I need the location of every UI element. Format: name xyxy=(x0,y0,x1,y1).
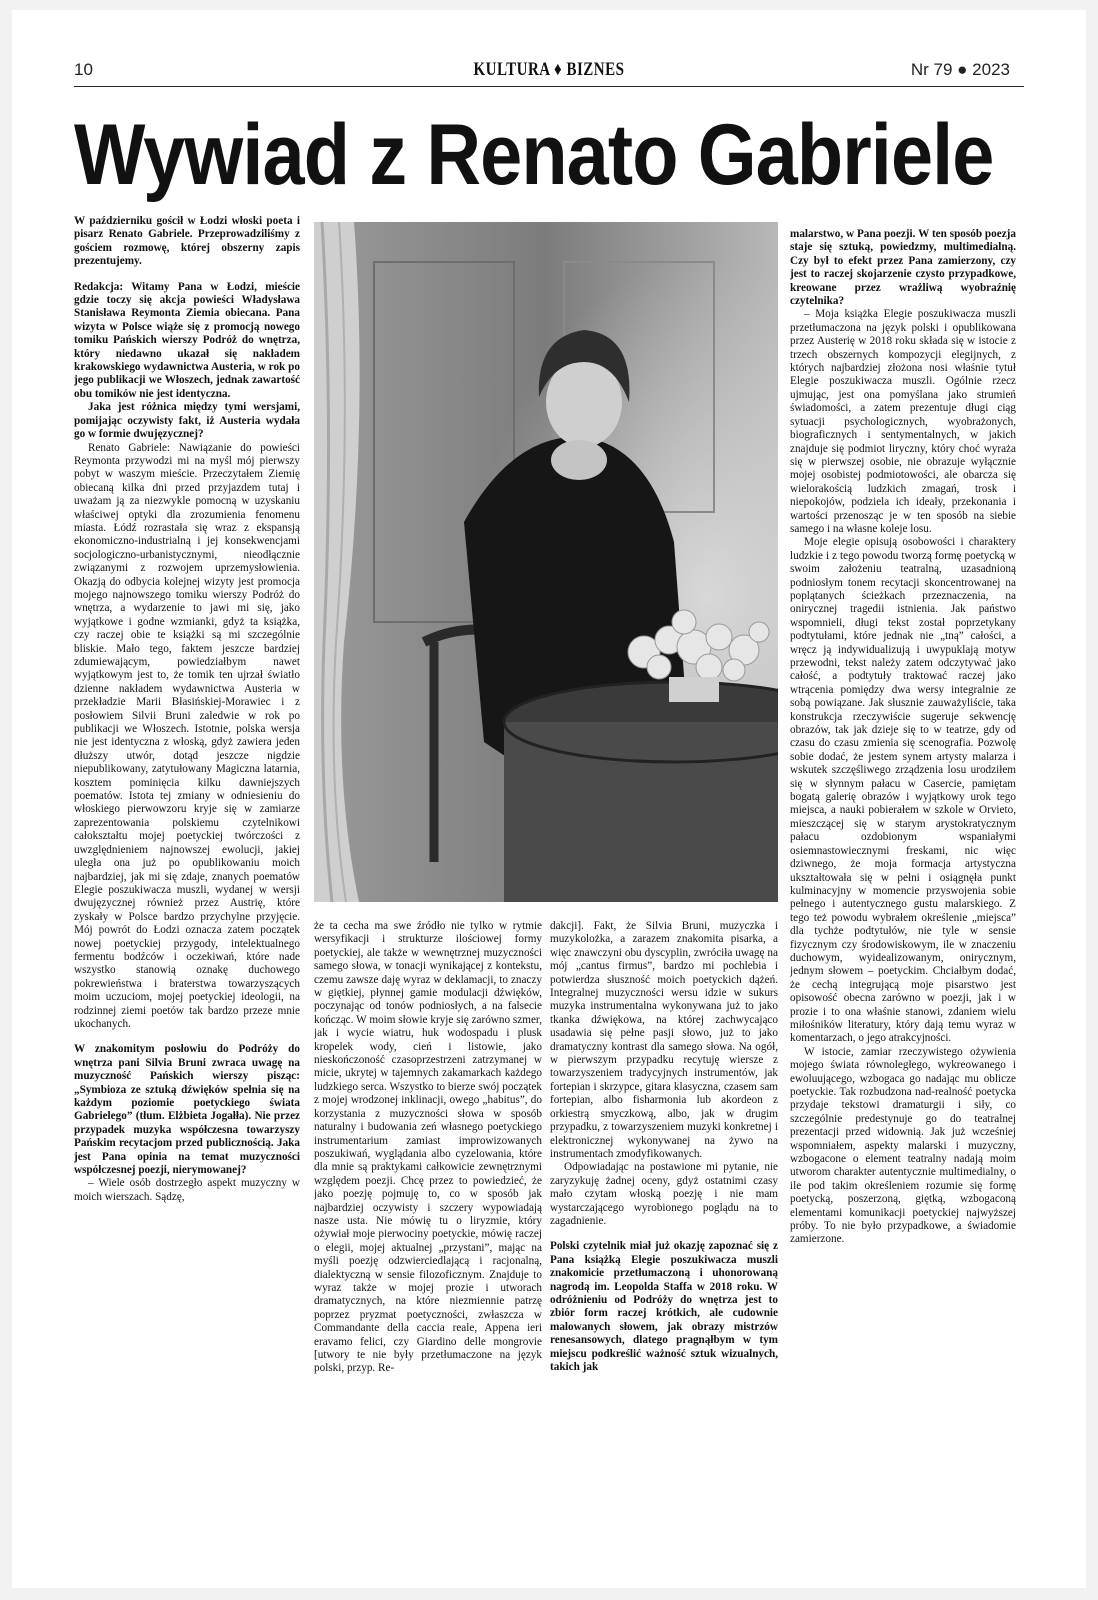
article-column-3 xyxy=(550,920,778,1525)
answer-2-start: – Wiele osób dostrzegło aspekt muzyczny w moich wierszach. Sądzę, xyxy=(74,1177,300,1203)
article-lead: W październiku gościł w Łodzi włoski poeta i pisarz Renato Gabriele. Przeprowadziliśmy z gościem rozmowę, której obszerny zapis prezentujemy. xyxy=(74,215,300,268)
portrait-photo xyxy=(314,222,778,902)
answer-2-cont: że ta cecha ma swe źródło nie tylko w rytmie wersyfikacji i strukturze ilościowej formy poetyckiej, ale także w wewnętrznej muzyczności samego słowa, w tonacji wynikającej z kontekstu, czemu zawsze daję wyraz w deklamacji, to znaczy w giętkiej, płynnej gamie modulacji dźwięków, poczynając od tonów podniosłych, a na falsecie kończąc. W moim słowie kryje się zarówno szmer, jak i wycie wiatru, huk wodospadu i plusk kropelek wody, cień i listowie, jako nieskończoność czasoprzestrzeni zatrzymanej w micie, ukrytej w tajemnych zakamarkach każdego ludzkiego serca. Wszystko to bierze swój początek z mojej wrodzonej inklinacji, owego „habitus”, do korzystania z muzyczności słowa w sposób naturalny i budowania zeń własnego poetyckiego instrumentarium zamiast improwizowanych poszukiwań, wyglądania albo cyzelowania, które dla mnie są praktykami całkowicie zewnętrznymi względem poezji. Chcę przez to powiedzieć, że jako poezję pojmuję to, co w sposób jak najbardziej oczywisty i szczery wypowiadają nasze usta. Nie mówię tu o liryzmie, który ożywiał moje pierwociny poetyckie, mówię raczej o elegii, mojej aktualnej „przystani”, mając na myśli poezję odzwierciedlającą i racjonalną, dialektyczną w sensie filozoficznym. Znajduje to wyraz także w mojej prozie i utworach dramatycznych, na które niezmiennie patrzę poprzez pryzmat poetyczności, zwłaszcza w Commandante della caccia reale, Appena ieri eravamo felici, czy Giardino delle mongrovie [utwory te nie były przetłumaczone na język polski, przyp. Re- xyxy=(314,920,542,1375)
article-column-4 xyxy=(790,228,1016,1525)
article-column-1 xyxy=(74,215,300,1525)
answer-3a: – Moja książka Elegie poszukiwacza muszli przetłumaczona na język polski i opublikowana przez Austerię w 2018 roku składa się w istocie z trzech obszernych kompozycji elegijnych, z których najbardziej złożona nosi właśnie tytuł Elegie poszukiwacza muszli. Ogólnie rzecz ujmując, jest ona pomyślana jako strumień świadomości, a zatem prezentuje długi ciąg sytuacji psychologicznych, wyobrażonych, biograficznych i sentymentalnych, w jakich znajduje się podmiot liryczny, który choć wyraża się w pierwszej osobie, nie obrazuje wyłącznie mojej osobistej podmiotowości, ale obarcza się wielorakością ludzkich zmagań, trosk i niepokojów, podziela ich ideały, przekonania i wartości przenosząc je w ten sposób na siebie samego i na własne koleje losu. xyxy=(790,308,1016,535)
question-3-cont: malarstwo, w Pana poezji. W ten sposób poezja staje się sztuką, powiedzmy, multimedialną. Czy był to efekt przez Pana zamierzony, czy jest to raczej skojarzenie czysto przypadkowe, kreowane przez wrażliwą wyobraźnię czytelnika? xyxy=(790,228,1016,308)
question-3: Polski czytelnik miał już okazję zapoznać się z Pana książką Elegie poszukiwacza muszli znakomicie przetłumaczoną i uhonorowaną nagrodą im. Leopolda Staffa w 2018 roku. W odróżnieniu od Podróży do wnętrza jest to zbiór form raczej krótkich, ale cudownie malowanych słowem, jak obrazy mistrzów renesansowych, dlatego pragnąłbym w tym miejscu podkreślić ważność sztuk wizualnych, takich jak xyxy=(550,1240,778,1373)
issue-number: Nr 79 ● 2023 xyxy=(910,60,1010,79)
publication-logo: KULTURA ♦ BIZNES xyxy=(473,59,625,80)
header-rule xyxy=(74,86,1024,87)
question-1: Redakcja: Witamy Pana w Łodzi, mieście gdzie toczy się akcja powieści Władysława Stanisława Reymonta Ziemia obiecana. Pana wizyta w Polsce wiąże się z promocją nowego tomiku Pańskich wierszy Podróż do wnętrza, który niedawno ukazał się nakładem krakowskiego wydawnictwa Austeria, w rok po jego publikacji we Włoszech, jednak zawartość obu tomików nie jest identyczna. xyxy=(74,280,300,400)
question-2: W znakomitym posłowiu do Podróży do wnętrza pani Silvia Bruni zwraca uwagę na muzyczność Pańskich wierszy pisząc: „Symbioza ze sztuką dźwięków spełnia się na każdym poziomie poetyckiego świata Gabrielego” (tłum. Elżbieta Jogałła). Nie przez przypadek muzyka współczesna towarzyszy Pańskim recytacjom przed publicznością. Jaka jest Pana opinia na temat muzyczności współczesnej poezji, nierymowanej? xyxy=(74,1043,300,1177)
answer-3c: W istocie, zamiar rzeczywistego ożywienia mojego świata równoległego, wykreowanego i ewoluującego, wzbogaca go nadając mu oblicze poetyckie. Tak rozbudzona nad-realność poetycka przydaje tekstowi dramaturgii i siły, co szczególnie predestynuje go do teatralnej prezentacji przed widownią. Jak już wcześniej wspomniałem, aspekty malarski i muzyczny, wzbogacone o element teatralny nadają moim utworom charakter autentycznie multimedialny, o ile pod takim określeniem rozumie się formę poetycką, poszerzoną, giętką, wzbogaconą elementami komunikacji poetyckiej najwyższej próby. To nie było przypadkowe, a świadomie zamierzone. xyxy=(790,1045,1016,1246)
answer-3b: Moje elegie opisują osobowości i charaktery ludzkie i z tego powodu tworzą formę poetycką w swoim założeniu teatralną, uzasadnioną podniosłym tonem recytacji skoncentrowanej na poplątanych ścieżkach przeznaczenia, na onirycznej tragedii istnienia. Jak państwo wspomnieli, długi tekst został poprzetykany podtytułami, które jednak nie „tną” całości, a wręcz ją indywidualizują i uwypuklają motyw przewodni, tekst należy zatem odczytywać jako całość, a podtytuły traktować raczej jako wtrącenia pomiędzy dwa wersy integralnie ze sobą powiązane. Jak słusznie zauważyliście, taka konstrukcja rzeczywiście sugeruje sekwencję obrazów, tak jak dzieje się to w teatrze, gdy od czasu do czasu zmienia się scenografia. Pozwolę sobie dodać, że jestem synem artysty malarza i wskutek szczęśliwego zrządzenia losu urodziłem się w słynnym pałacu w Casercie, pamiętam bogatą galerię obrazów i wyjątkowy urok tego miejsca, a nauki pobierałem w szkole w Orvieto, mieszczącej się w starym arystokratycznym pałacu ozdobionym wspaniałymi osiemnastowiecznymi freskami, nic więc dziwnego, że moja formacja artystyczna ukształtowała się w pełni i osiągnęła punkt kulminacyjny w momencie przyswojenia sobie pełnego i autentycznego gustu malarskiego. Z tego też powodu wybrałem określenie „miejsca” dla tychże podtytułów, nie tyle w sensie fizycznym czy środowiskowym, ile w znaczeniu duchowym, wyidealizowanym, onirycznym, jednym słowem – poetyckim. Chciałbym dodać, że cechą integrującą moje pisarstwo jest opisowość obecna zarówno w poezji, jak i w prozie i to ona właśnie stanowi, zdaniem wielu miłośników literatury, który dają temu wyraz w komentarzach, o jego atrakcyjności. xyxy=(790,536,1016,1045)
answer-2-closing: Odpowiadając na postawione mi pytanie, nie zaryzykuję żadnej oceny, gdyż ostatnimi czasy mało czytam włoską poezję i nie mam wystarczającego wyrobionego poglądu na to zagadnienie. xyxy=(550,1161,778,1227)
page-number: 10 xyxy=(74,60,93,79)
question-1b: Jaka jest różnica między tymi wersjami, pomijając oczywisty fakt, iż Austeria wydała go w formie dwujęzycznej? xyxy=(74,401,300,441)
article-column-2 xyxy=(314,920,542,1525)
answer-1: Renato Gabriele: Nawiązanie do powieści Reymonta przywodzi mi na myśl mój pierwszy pobyt w waszym mieście. Przeczytałem Ziemię obiecaną kilka dni przed przyjazdem tutaj i uważam ją za niezwykle pomocną w uzyskaniu właściwej optyki dla zrozumienia fenomenu miasta. Łódź rozrastała się wraz z ekspansją ekonomiczno-industrialną i jej konsekwencjami socjologiczno-urbanistycznymi, nieodłącznie związanymi z rozwojem uprzemysłowienia. Okazją do odbycia kolejnej wizyty jest promocja mojego najnowszego tomiku wierszy Podróż do wnętrza, a wydarzenie to jawi mi się, jako wyjątkowe i godne wzmianki, gdyż ta książka, czy raczej obie te książki są mi szczególnie bliskie. Mało tego, faktem jeszcze bardziej zdumiewającym, powiedziałbym nawet wyjątkowym jest to, że tomik ten ujrzał światło dzienne nakładem wydawnictwa Austeria w przekładzie Marii Błasińskiej-Morawiec i z posłowiem Silvii Bruni zaledwie w rok po publikacji we Włoszech. Istotnie, polska wersja nie jest identyczna z włoską, gdyż zawiera jeden dłuższy utwór, dotąd jeszcze nigdzie niepublikowany, zatytułowany Magiczna latarnia, kosztem pominięcia kilku dawniejszych poematów. Istota tej zmiany w odniesieniu do włoskiego pierwowzoru kryje się w zamiarze zaprezentowania polskiemu czytelnikowi całokształtu mojej poetyckiej twórczości z uwzględnieniem najnowszej ewolucji, jakiej uległa ona już po opublikowaniu moich najbardziej, jak mi się zdaje, znanych poematów Elegie poszukiwacza muszli, wydanej w wersji dwujęzycznej również przez Austrię, które zyskały w Polsce bardzo przychylne przyjęcie. Mój powrót do Łodzi oznacza zatem początek nowej poetyckiej przygody, intelektualnego fermentu bodźców i oczekiwań, które nade wszystko stanowią oznakę duchowego pokrewieństwa i braterstwa towarzyszących moim uczuciom, mojej poetyckiej ideologii, na rodzinnej ziemi poetów tak bardzo przeze mnie ukochanych. xyxy=(74,441,300,1030)
newspaper-page xyxy=(12,10,1086,1588)
answer-2-end: dakcji]. Fakt, że Silvia Bruni, muzyczka i muzykolożka, a zarazem znakomita pisarka, a więc znawczyni obu dyscyplin, zwróciła uwagę na mój „cantus firmus”, bardzo mi pochlebia i potwierdza słuszność moich poetyckich dążeń. Integralnej muzyczności wersu idzie w sukurs muzyka instrumentalna wykonywana już to jako tkanka dźwiękowa, na której zachwycająco usadawia się pełne pasji słowo, już to jako dramatyczny kontrast dla samego słowa. Na ogół, w pierwszym przypadku recytuję wiersze z towarzyszeniem tradycyjnych instrumentów, jak fortepian i skrzypce, gitara klasyczna, czasem sam fortepian, albo fisharmonia lub akordeon z orkiestrą smyczkową, albo, jak w drugim przypadku, z towarzyszeniem muzyki konkretnej i elektronicznej wykonywanej na żywo na instrumentach zmodyfikowanych. xyxy=(550,920,778,1160)
article-headline: Wywiad z Renato Gabriele xyxy=(74,107,994,203)
